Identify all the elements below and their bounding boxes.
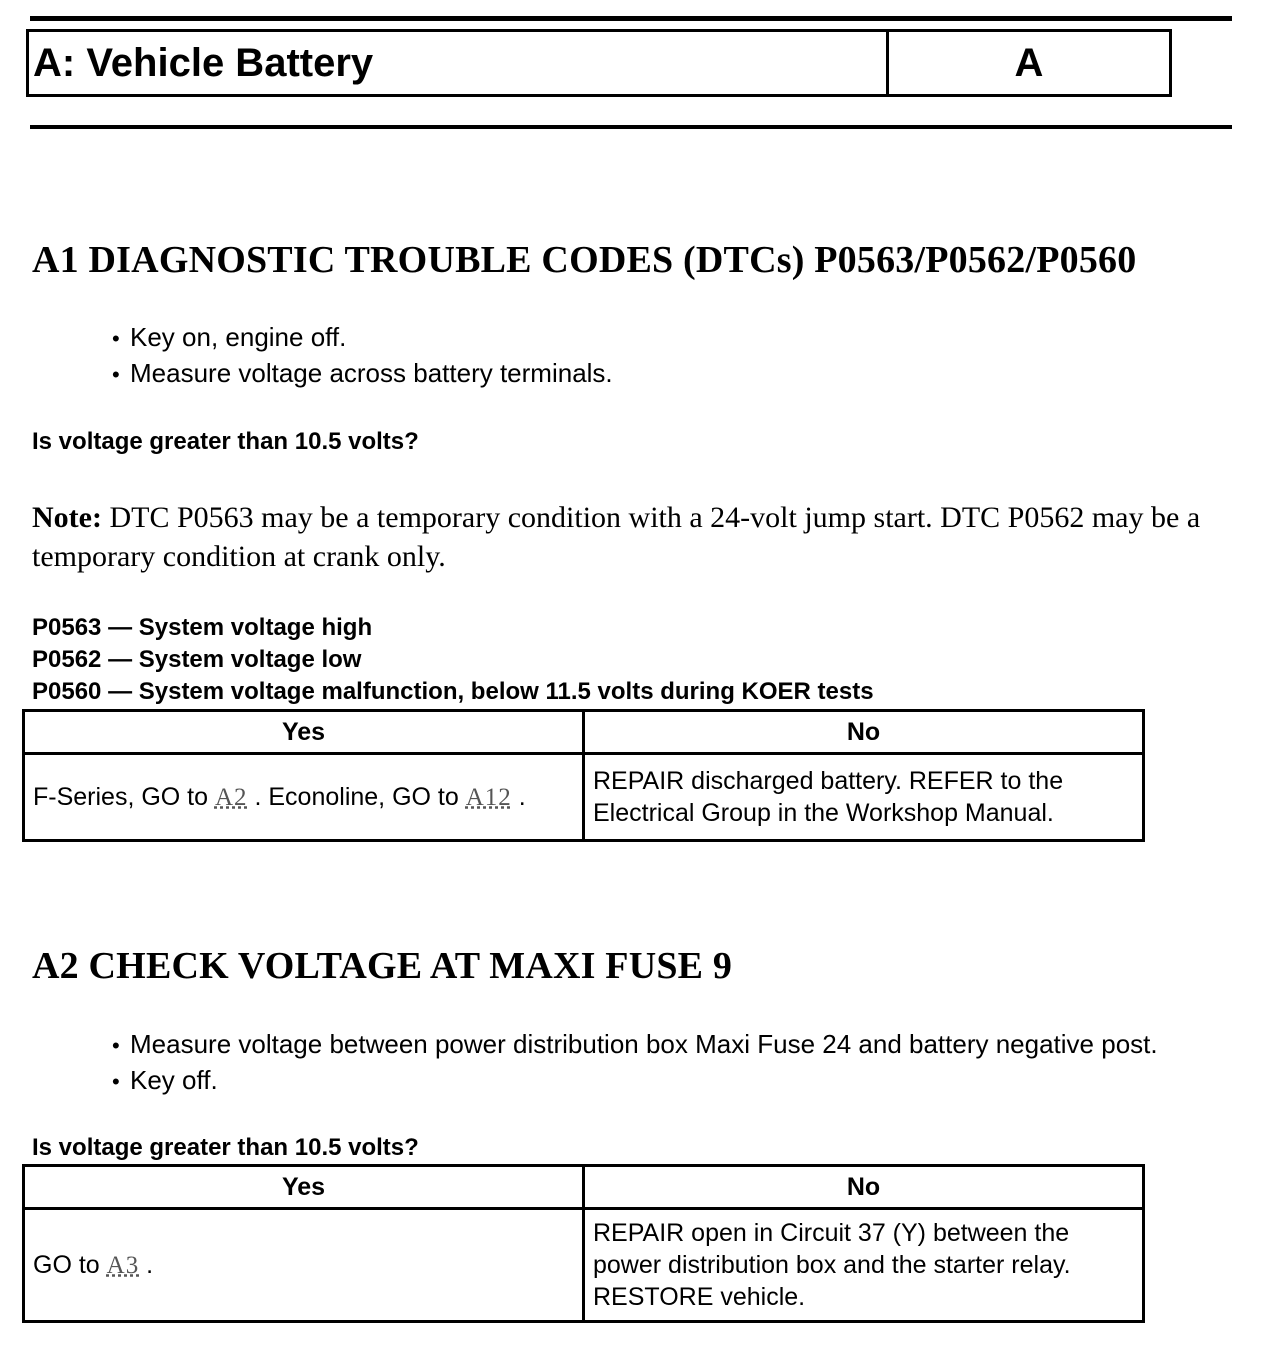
no-header: No	[584, 1166, 1144, 1209]
step-a2-result-table	[22, 1164, 1145, 1323]
no-header: No	[584, 711, 1144, 754]
header-bottom-rule	[30, 125, 1232, 129]
dtc-code-item: P0563 — System voltage high	[32, 614, 373, 641]
list-item	[112, 320, 613, 356]
dtc-code-item: P0562 — System voltage low	[32, 646, 362, 673]
yes-action-cell	[24, 754, 584, 841]
step-a2-heading: A2 CHECK VOLTAGE AT MAXI FUSE 9	[32, 945, 733, 987]
goto-a3-link[interactable]: A3	[106, 1251, 140, 1279]
bullet-icon: •	[112, 1033, 120, 1058]
step-a1-note	[32, 498, 1222, 576]
bullet-text: Measure voltage between power distribution box Maxi Fuse 24 and battery negative post.	[130, 1029, 1158, 1059]
goto-a2-link[interactable]: A2	[214, 783, 248, 811]
section-title-box	[26, 29, 1172, 97]
step-a1-result-table	[22, 709, 1145, 842]
step-a1-question: Is voltage greater than 10.5 volts?	[32, 428, 419, 455]
list-item	[112, 1027, 1158, 1063]
step-a1-bullet-list	[112, 320, 613, 392]
note-text: DTC P0563 may be a temporary condition with a 24-volt jump start. DTC P0562 may be a temporary condition at crank only.	[32, 501, 1201, 573]
yes-action-text: GO to	[33, 1250, 107, 1279]
section-code: A	[1014, 41, 1044, 85]
list-item	[112, 1063, 1158, 1099]
section-title: A: Vehicle Battery	[29, 32, 889, 94]
step-a2-question: Is voltage greater than 10.5 volts?	[32, 1134, 419, 1161]
yes-action-text: F-Series, GO to	[33, 782, 215, 811]
yes-action-text: .	[139, 1250, 154, 1279]
bullet-text: Key on, engine off.	[130, 322, 347, 352]
bullet-icon: •	[112, 326, 120, 351]
yes-action-text: . Econoline, GO to	[247, 782, 466, 811]
step-a1-heading: A1 DIAGNOSTIC TROUBLE CODES (DTCs) P0563/P0562/P0560	[32, 239, 1137, 281]
yes-header: Yes	[24, 711, 584, 754]
bullet-icon: •	[112, 362, 120, 387]
bullet-icon: •	[112, 1069, 120, 1094]
no-action-cell: REPAIR open in Circuit 37 (Y) between the power distribution box and the starter relay. RESTORE vehicle.	[584, 1209, 1144, 1322]
step-a2-bullet-list	[112, 1027, 1158, 1099]
bullet-text: Measure voltage across battery terminals.	[130, 358, 613, 388]
dtc-code-list	[32, 612, 874, 708]
dtc-code-item: P0560 — System voltage malfunction, below 11.5 volts during KOER tests	[32, 678, 874, 705]
yes-action-cell	[24, 1209, 584, 1322]
yes-header: Yes	[24, 1166, 584, 1209]
bullet-text: Key off.	[130, 1065, 218, 1095]
yes-action-text: .	[511, 782, 526, 811]
top-rule	[30, 16, 1232, 21]
list-item	[112, 356, 613, 392]
no-action-cell: REPAIR discharged battery. REFER to the Electrical Group in the Workshop Manual.	[584, 754, 1144, 841]
goto-a12-link[interactable]: A12	[465, 783, 512, 811]
note-label: Note:	[32, 501, 102, 534]
